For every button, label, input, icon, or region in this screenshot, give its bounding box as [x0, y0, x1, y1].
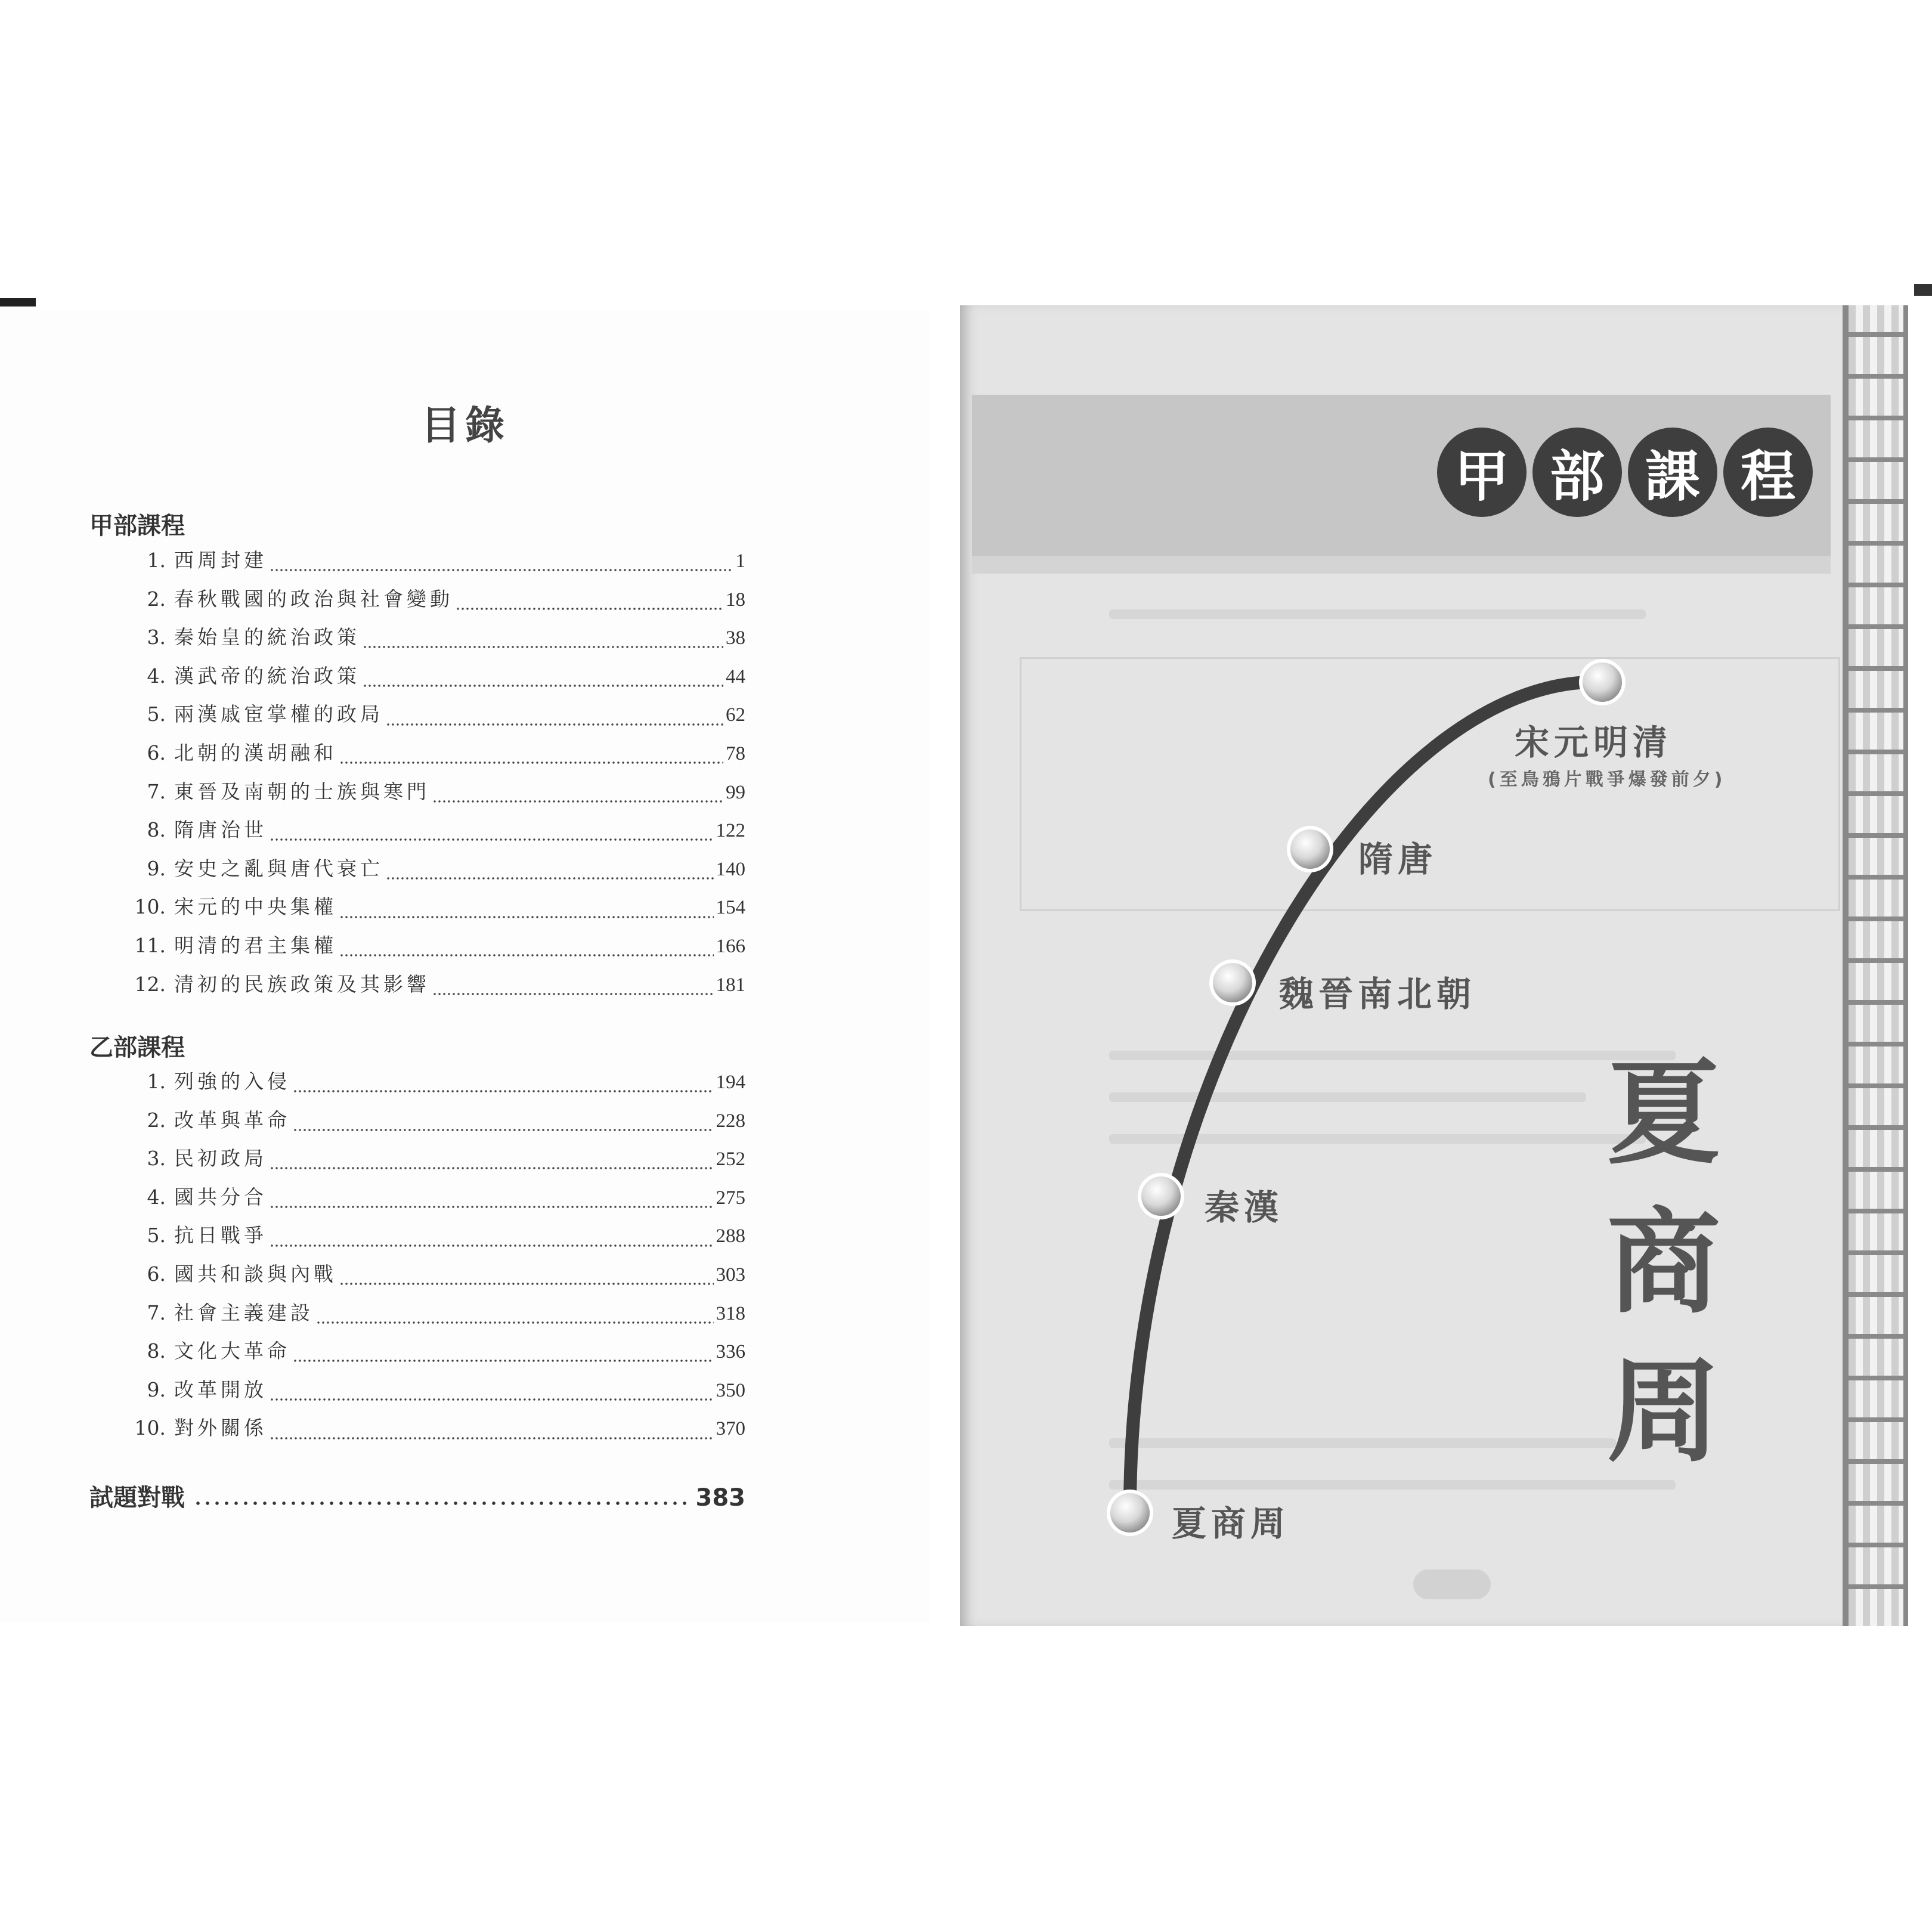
- toc-entry-number: 1.: [147, 549, 166, 572]
- page-number-tab: [1413, 1569, 1491, 1599]
- toc-entry-title: 國共分合: [174, 1185, 267, 1209]
- toc-entry-title: 北朝的漢胡融和: [174, 741, 337, 764]
- part-cover-page: [960, 305, 1908, 1626]
- toc-entry-title: 改革開放: [174, 1377, 267, 1401]
- toc-entry-page: 318: [716, 1302, 745, 1324]
- exam-title: 試題對戰: [89, 1484, 185, 1512]
- timeline-curve: [1130, 682, 1601, 1509]
- era-label: 宋元明清: [1515, 722, 1673, 763]
- toc-entry-number: 2.: [147, 1108, 166, 1132]
- dot-leader: [456, 606, 723, 611]
- toc-entry-page: 122: [716, 820, 745, 842]
- toc-entry-title: 秦始皇的統治政策: [174, 626, 360, 649]
- dot-leader: [316, 1320, 714, 1325]
- chapter-title-char: 夏: [1606, 1046, 1720, 1179]
- toc-entry-number: 6.: [147, 1262, 166, 1286]
- dot-leader: [270, 1243, 714, 1248]
- dot-leader: [432, 799, 723, 804]
- dot-leader: [339, 760, 723, 765]
- chapter-title: [1604, 1039, 1723, 1486]
- toc-entry-title: 宋元的中央集權: [174, 895, 337, 919]
- part-title-char: 部: [1532, 428, 1622, 517]
- part-a-heading: 甲部課程: [89, 512, 185, 540]
- toc-entry-page: 303: [716, 1264, 745, 1286]
- toc-entry-number: 11.: [134, 933, 166, 957]
- toc-entry-title: 文化大革命: [174, 1339, 290, 1363]
- toc-entry[interactable]: [125, 853, 745, 892]
- toc-entry-number: 8.: [147, 1339, 166, 1363]
- toc-entry-title: 社會主義建設: [174, 1301, 314, 1324]
- toc-entry-page: 288: [716, 1225, 745, 1247]
- toc-entry-page: 62: [726, 704, 745, 726]
- toc-entry-page: 228: [716, 1110, 745, 1132]
- toc-entry-page: 1: [735, 550, 745, 572]
- toc-entry-page: 78: [726, 742, 745, 764]
- era-label: 魏晉南北朝: [1279, 974, 1476, 1014]
- toc-entry[interactable]: [125, 622, 745, 661]
- dot-leader: [386, 876, 714, 881]
- toc-entry-number: 1.: [147, 1070, 166, 1093]
- dot-leader: [270, 837, 714, 842]
- toc-entry-page: 181: [716, 974, 745, 996]
- part-title-char: 程: [1723, 428, 1813, 517]
- toc-entry-number: 4.: [147, 1185, 166, 1209]
- toc-entry[interactable]: [125, 815, 745, 853]
- toc-entry-number: 10.: [134, 895, 166, 919]
- dot-leader: [339, 915, 714, 919]
- toc-entry[interactable]: [125, 776, 745, 815]
- dot-leader: [270, 1166, 714, 1171]
- dot-leader: [363, 645, 723, 649]
- part-title-char: 甲: [1437, 428, 1527, 517]
- toc-entry-page: 166: [716, 935, 745, 957]
- toc-entry-page: 140: [716, 858, 745, 880]
- toc-entry-title: 隋唐治世: [174, 818, 267, 842]
- toc-entry-page: 44: [726, 665, 745, 688]
- toc-entry[interactable]: [125, 1374, 745, 1413]
- toc-entry-title: 春秋戰國的政治與社會變動: [174, 587, 453, 611]
- part-b-list: [125, 1066, 745, 1451]
- dot-leader: [363, 683, 723, 688]
- toc-entry-page: 18: [726, 589, 745, 611]
- exam-page: 383: [695, 1484, 745, 1512]
- toc-entry[interactable]: [125, 930, 745, 969]
- toc-entry[interactable]: [125, 1259, 745, 1298]
- dot-leader: [432, 992, 714, 996]
- toc-entry-number: 10.: [134, 1416, 166, 1440]
- era-note: (至鳥鴉片戰爭爆發前夕): [1488, 769, 1726, 790]
- toc-entry-title: 列強的入侵: [174, 1070, 290, 1093]
- toc-entry[interactable]: [125, 1220, 745, 1259]
- toc-entry-number: 6.: [147, 741, 166, 764]
- toc-entry[interactable]: [125, 1413, 745, 1451]
- toc-entry-number: 7.: [147, 779, 166, 803]
- toc-entry-page: 99: [726, 781, 745, 803]
- toc-entry-title: 民初政局: [174, 1147, 267, 1171]
- part-a-list: [125, 545, 745, 1007]
- dot-leader: [293, 1089, 714, 1094]
- toc-entry[interactable]: [125, 1182, 745, 1221]
- dot-leader: [193, 1500, 688, 1506]
- toc-entry[interactable]: [125, 891, 745, 930]
- part-title-char: 課: [1628, 428, 1717, 517]
- dot-leader: [270, 568, 733, 572]
- toc-entry-title: 抗日戰爭: [174, 1224, 267, 1247]
- toc-entry-number: 4.: [147, 664, 166, 688]
- toc-entry-number: 8.: [147, 818, 166, 842]
- toc-entry-page: 194: [716, 1072, 745, 1093]
- toc-entry-number: 2.: [147, 587, 166, 611]
- era-label: 隋唐: [1358, 839, 1438, 880]
- dot-leader: [339, 1281, 714, 1286]
- toc-entry-page: 336: [716, 1341, 745, 1363]
- toc-entry-page: 38: [726, 627, 745, 649]
- toc-entry-title: 國共和談與內戰: [174, 1262, 337, 1286]
- era-label: 秦漢: [1205, 1187, 1284, 1228]
- timeline-node: [1289, 828, 1332, 871]
- toc-entry-number: 3.: [147, 626, 166, 649]
- toc-entry-title: 明清的君主集權: [174, 933, 337, 957]
- toc-entry-number: 5.: [147, 1224, 166, 1247]
- dot-leader: [270, 1436, 714, 1441]
- toc-entry-page: 252: [716, 1148, 745, 1171]
- toc-entry[interactable]: [125, 699, 745, 738]
- toc-entry-page: 275: [716, 1187, 745, 1209]
- toc-entry[interactable]: [125, 545, 745, 584]
- timeline-node: [1581, 661, 1624, 704]
- toc-entry[interactable]: [125, 738, 745, 776]
- timeline-node: [1109, 1491, 1151, 1534]
- dot-leader: [386, 722, 723, 727]
- toc-entry-title: 對外關係: [174, 1416, 267, 1440]
- dot-leader: [270, 1397, 714, 1402]
- exam-entry[interactable]: [89, 1479, 745, 1513]
- toc-entry[interactable]: [125, 1143, 745, 1182]
- toc-entry[interactable]: [125, 584, 745, 623]
- toc-title: 目錄: [421, 402, 509, 448]
- toc-entry-number: 5.: [147, 702, 166, 726]
- fret-border: [1843, 305, 1908, 1626]
- toc-entry[interactable]: [125, 1066, 745, 1105]
- part-b-heading: 乙部課程: [89, 1034, 185, 1061]
- toc-entry[interactable]: [125, 661, 745, 699]
- toc-entry-page: 154: [716, 897, 745, 919]
- chapter-title-char: 周: [1606, 1345, 1720, 1478]
- toc-entry[interactable]: [125, 1105, 745, 1144]
- era-label: 夏商周: [1172, 1503, 1290, 1544]
- scan-edge: [0, 298, 36, 306]
- toc-entry-title: 東晉及南朝的士族與寒門: [174, 779, 430, 803]
- toc-entry[interactable]: [125, 1298, 745, 1336]
- toc-entry-number: 9.: [147, 856, 166, 880]
- dot-leader: [339, 953, 714, 958]
- toc-entry-number: 9.: [147, 1377, 166, 1401]
- toc-entry-title: 兩漢戚宦掌權的政局: [174, 702, 383, 726]
- dot-leader: [293, 1358, 714, 1363]
- dot-leader: [270, 1205, 714, 1209]
- dot-leader: [293, 1128, 714, 1132]
- toc-entry-title: 漢武帝的統治政策: [174, 664, 360, 688]
- toc-entry-number: 7.: [147, 1301, 166, 1324]
- toc-entry-page: 370: [716, 1418, 745, 1440]
- toc-entry[interactable]: [125, 1336, 745, 1374]
- toc-entry-title: 安史之亂與唐代衰亡: [174, 856, 383, 880]
- toc-entry-number: 3.: [147, 1147, 166, 1171]
- toc-entry-page: 350: [716, 1379, 745, 1401]
- toc-entry-title: 清初的民族政策及其影響: [174, 972, 430, 996]
- toc-page: [0, 310, 930, 1622]
- scan-edge: [1914, 284, 1932, 296]
- chapter-title-char: 商: [1606, 1196, 1720, 1329]
- timeline-node: [1211, 961, 1254, 1004]
- toc-entry-title: 改革與革命: [174, 1108, 290, 1132]
- toc-entry-number: 12.: [134, 972, 166, 996]
- toc-entry-title: 西周封建: [174, 549, 267, 572]
- timeline-node: [1140, 1175, 1182, 1218]
- toc-entry[interactable]: [125, 969, 745, 1008]
